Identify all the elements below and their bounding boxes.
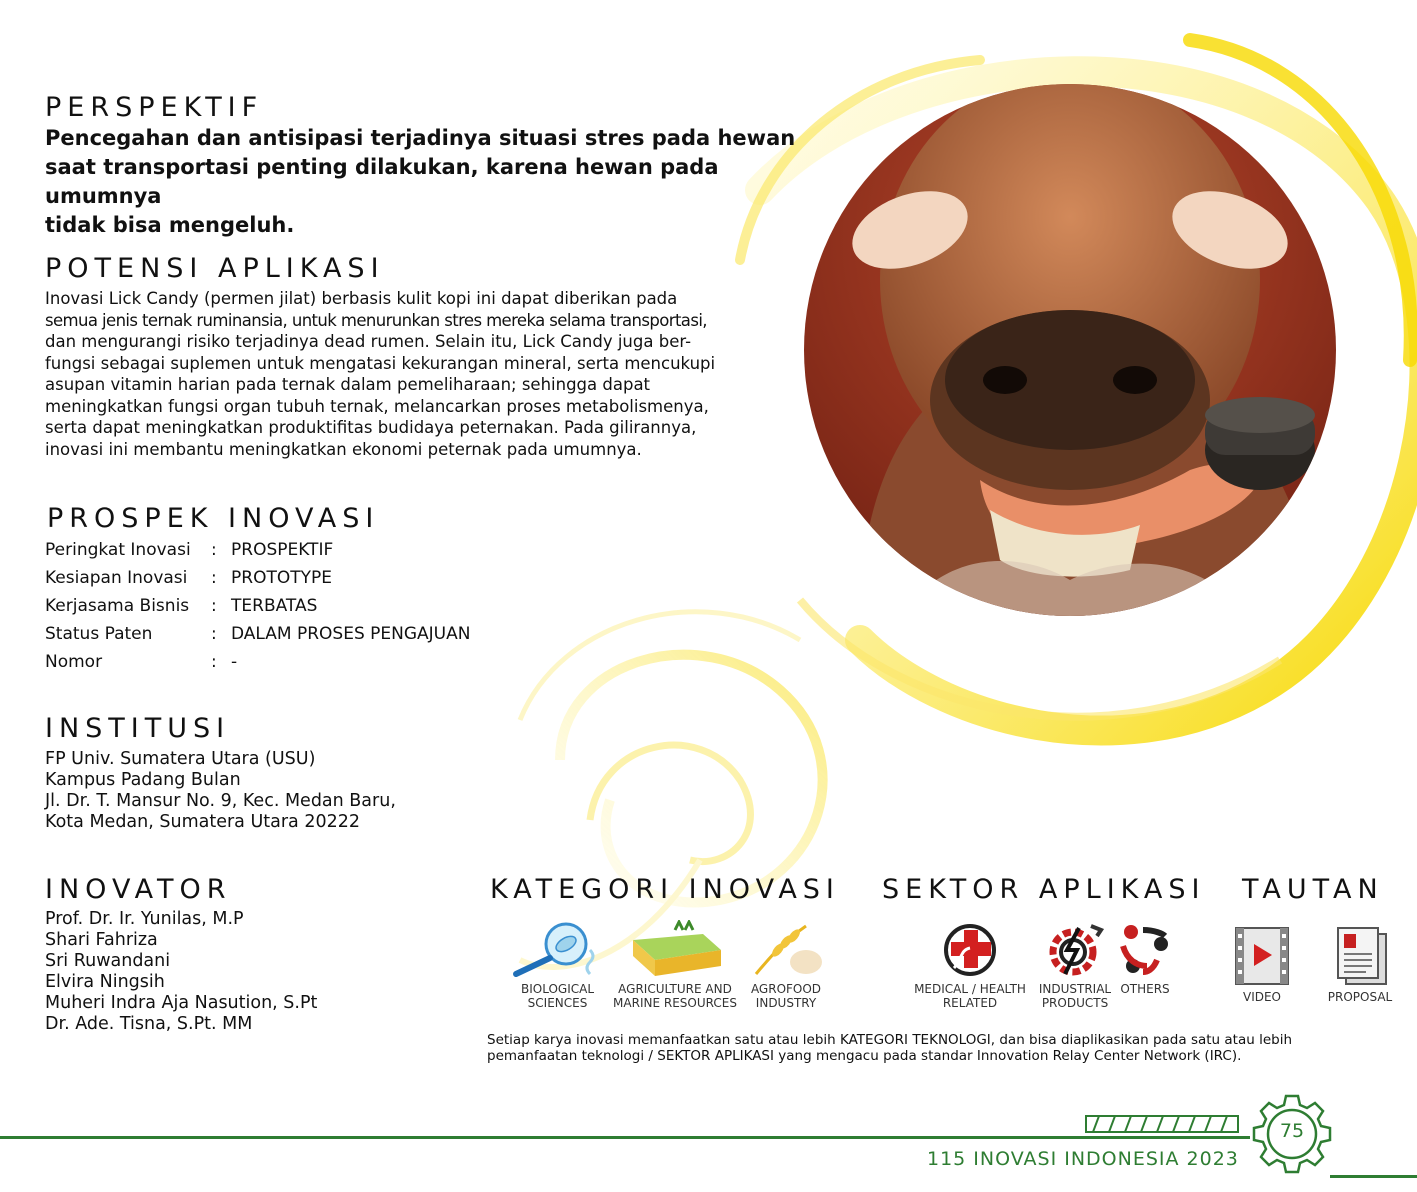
sector-others: OTHERS <box>1115 920 1175 996</box>
kategori-heading: KATEGORI INOVASI <box>490 874 840 905</box>
institusi-address: FP Univ. Sumatera Utara (USU) Kampus Padang Bulan Jl. Dr. T. Mansur No. 9, Kec. Medan Baru, Kota Medan, Sumatera Utara 20222 <box>45 749 396 832</box>
sektor-heading: SEKTOR APLIKASI <box>882 874 1206 905</box>
perspektif-heading: PERSPEKTIF <box>45 92 264 123</box>
category-agriculture-marine: AGRICULTURE AND MARINE RESOURCES <box>610 920 740 1010</box>
magnifier-cell-icon <box>508 920 608 978</box>
potensi-line: semua jenis ternak ruminansia, untuk menurunkan stres mereka selama transportasi, <box>45 310 707 330</box>
prospek-table <box>45 536 470 676</box>
cow-photo <box>800 80 1340 620</box>
footer-rule <box>0 1136 1250 1139</box>
prospek-row: Peringkat Inovasi : PROSPEKTIF <box>45 540 334 560</box>
potensi-line: inovasi ini membantu meningkatkan ekonomi peternak pada umumnya. <box>45 439 642 459</box>
potensi-line: serta dapat meningkatkan produktifitas budidaya peternakan. Pada gilirannya, <box>45 418 697 437</box>
category-note: Setiap karya inovasi memanfaatkan satu atau lebih KATEGORI TEKNOLOGI, dan bisa diaplikasikan pada satu atau lebih pemanfaatan teknologi / SEKTOR APLIKASI yang mengacu pada standar Innovation Relay Center Network (IRC). <box>487 1032 1293 1064</box>
potensi-line: dan mengurangi risiko terjadinya dead rumen. Selain itu, Lick Candy juga ber- <box>45 332 692 351</box>
page-number: 75 <box>1279 1120 1305 1142</box>
footer-title: 115 INOVASI INDONESIA 2023 <box>927 1148 1239 1170</box>
gear-bolt-icon <box>1043 920 1107 978</box>
inovator-heading: INOVATOR <box>45 874 232 905</box>
sector-medical-health: MEDICAL / HEALTH RELATED <box>910 920 1030 1010</box>
potensi-line: meningkatkan fungsi organ tubuh ternak, melancarkan proses metabolismenya, <box>45 396 709 416</box>
inovator-list: Prof. Dr. Ir. Yunilas, M.P Shari Fahriza Sri Ruwandani Elvira Ningsih Muheri Indra Aja Nasution, S.Pt Dr. Ade. Tisna, S.Pt. MM <box>45 909 318 1034</box>
potensi-text <box>45 288 765 460</box>
medical-cross-icon <box>940 920 1000 978</box>
prospek-heading: PROSPEK INOVASI <box>47 503 380 534</box>
perspektif-line: Pencegahan dan antisipasi terjadinya situasi stres pada hewan <box>45 126 796 150</box>
prospek-row: Kerjasama Bisnis : TERBATAS <box>45 596 318 616</box>
category-agrofood-industry: AGROFOOD INDUSTRY <box>740 920 832 1010</box>
sector-industrial-products: INDUSTRIAL PRODUCTS <box>1035 920 1115 1010</box>
potensi-line: fungsi sebagai suplemen untuk mengatasi kekurangan mineral, serta mencukupi <box>45 353 716 373</box>
category-biological-sciences: BIOLOGICAL SCIENCES <box>505 920 610 1010</box>
potensi-heading: POTENSI APLIKASI <box>45 253 385 284</box>
footer-rule-right <box>1330 1175 1417 1178</box>
footer-stripes-decoration <box>1085 1115 1255 1133</box>
document-file-icon[interactable] <box>1328 924 1392 986</box>
perspektif-text <box>45 124 825 240</box>
tautan-heading: TAUTAN <box>1242 874 1384 905</box>
perspektif-line: saat transportasi penting dilakukan, karena hewan pada umumnya <box>45 155 719 208</box>
link-proposal[interactable]: PROPOSAL <box>1318 924 1402 1004</box>
prospek-row: Nomor : - <box>45 652 238 672</box>
land-field-icon <box>625 920 725 978</box>
potensi-line: asupan vitamin harian pada ternak dalam pemeliharaan; sehingga dapat <box>45 375 651 394</box>
link-video[interactable]: VIDEO <box>1220 924 1304 1004</box>
prospek-row: Kesiapan Inovasi : PROTOTYPE <box>45 568 332 588</box>
institusi-heading: INSTITUSI <box>45 713 231 744</box>
prospek-row: Status Paten : DALAM PROSES PENGAJUAN <box>45 624 471 644</box>
wheat-bread-icon <box>746 920 826 978</box>
perspektif-line: tidak bisa mengeluh. <box>45 213 295 237</box>
potensi-line: Inovasi Lick Candy (permen jilat) berbasis kulit kopi ini dapat diberikan pada <box>45 289 678 308</box>
video-file-icon[interactable] <box>1232 924 1292 986</box>
people-circle-icon <box>1117 920 1173 978</box>
